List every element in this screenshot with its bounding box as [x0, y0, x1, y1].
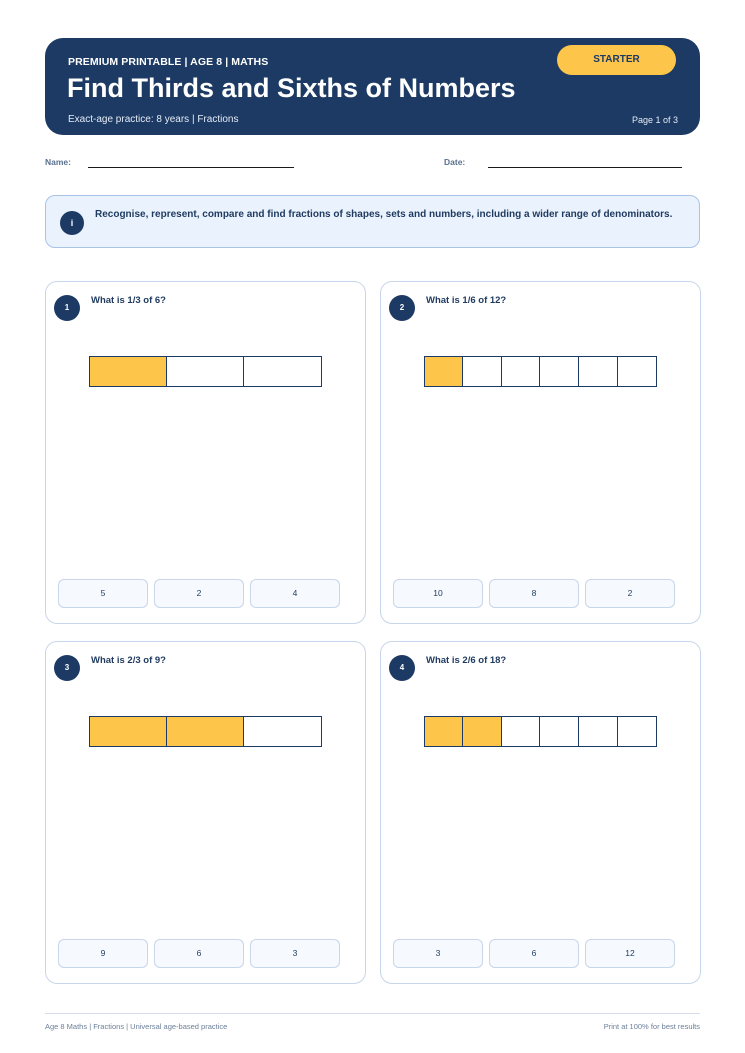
question-number: 1 [54, 295, 80, 321]
fraction-bar [89, 356, 322, 387]
fraction-bar [424, 716, 657, 747]
answer-choice[interactable]: 5 [58, 579, 148, 608]
empty-segment [539, 716, 579, 747]
empty-segment [617, 716, 657, 747]
question-card [45, 281, 366, 624]
shaded-segment [424, 356, 463, 387]
question-text: What is 2/3 of 9? [91, 655, 166, 666]
date-label: Date: [444, 157, 466, 167]
page-title: Find Thirds and Sixths of Numbers [67, 73, 516, 103]
question-card [380, 281, 701, 624]
answer-choice[interactable]: 8 [489, 579, 579, 608]
worksheet-header [45, 38, 700, 135]
answer-choice[interactable]: 10 [393, 579, 483, 608]
objective-box [45, 195, 700, 248]
empty-segment [462, 356, 502, 387]
question-text: What is 1/6 of 12? [426, 295, 507, 306]
page-number: Page 1 of 3 [631, 115, 678, 125]
question-text: What is 1/3 of 6? [91, 295, 166, 306]
question-number: 3 [54, 655, 80, 681]
answer-choice[interactable]: 12 [585, 939, 675, 968]
shaded-segment [462, 716, 502, 747]
footer-print-note: Print at 100% for best results [603, 1022, 700, 1031]
answer-choice[interactable]: 6 [154, 939, 244, 968]
footer-divider [45, 1013, 700, 1014]
empty-segment [578, 716, 618, 747]
answer-choice[interactable]: 2 [585, 579, 675, 608]
date-line[interactable] [488, 167, 682, 168]
answer-choice[interactable]: 3 [250, 939, 340, 968]
empty-segment [539, 356, 579, 387]
empty-segment [243, 716, 322, 747]
name-label: Name: [45, 157, 71, 167]
shaded-segment [89, 716, 167, 747]
header-subtitle: Exact-age practice: 8 years | Fractions [68, 114, 239, 125]
question-number: 4 [389, 655, 415, 681]
footer-info: Age 8 Maths | Fractions | Universal age-based practice [45, 1022, 228, 1031]
empty-segment [617, 356, 657, 387]
answer-choices [393, 579, 675, 608]
question-card [380, 641, 701, 984]
question-card [45, 641, 366, 984]
empty-segment [243, 356, 322, 387]
empty-segment [501, 716, 541, 747]
fraction-bar [89, 716, 322, 747]
shaded-segment [424, 716, 463, 747]
answer-choice[interactable]: 2 [154, 579, 244, 608]
empty-segment [166, 356, 245, 387]
fraction-bar [424, 356, 657, 387]
answer-choices [58, 939, 340, 968]
question-number: 2 [389, 295, 415, 321]
shaded-segment [89, 356, 167, 387]
info-icon: i [60, 211, 84, 235]
name-line[interactable] [88, 167, 294, 168]
answer-choices [393, 939, 675, 968]
answer-choice[interactable]: 3 [393, 939, 483, 968]
header-kicker: PREMIUM PRINTABLE | AGE 8 | MATHS [68, 56, 269, 68]
question-text: What is 2/6 of 18? [426, 655, 507, 666]
shaded-segment [166, 716, 245, 747]
level-badge: STARTER [557, 45, 676, 75]
answer-choice[interactable]: 9 [58, 939, 148, 968]
answer-choice[interactable]: 6 [489, 939, 579, 968]
empty-segment [501, 356, 541, 387]
empty-segment [578, 356, 618, 387]
answer-choice[interactable]: 4 [250, 579, 340, 608]
answer-choices [58, 579, 340, 608]
objective-text: Recognise, represent, compare and find fractions of shapes, sets and numbers, including a wider range of denominators. [95, 209, 673, 220]
